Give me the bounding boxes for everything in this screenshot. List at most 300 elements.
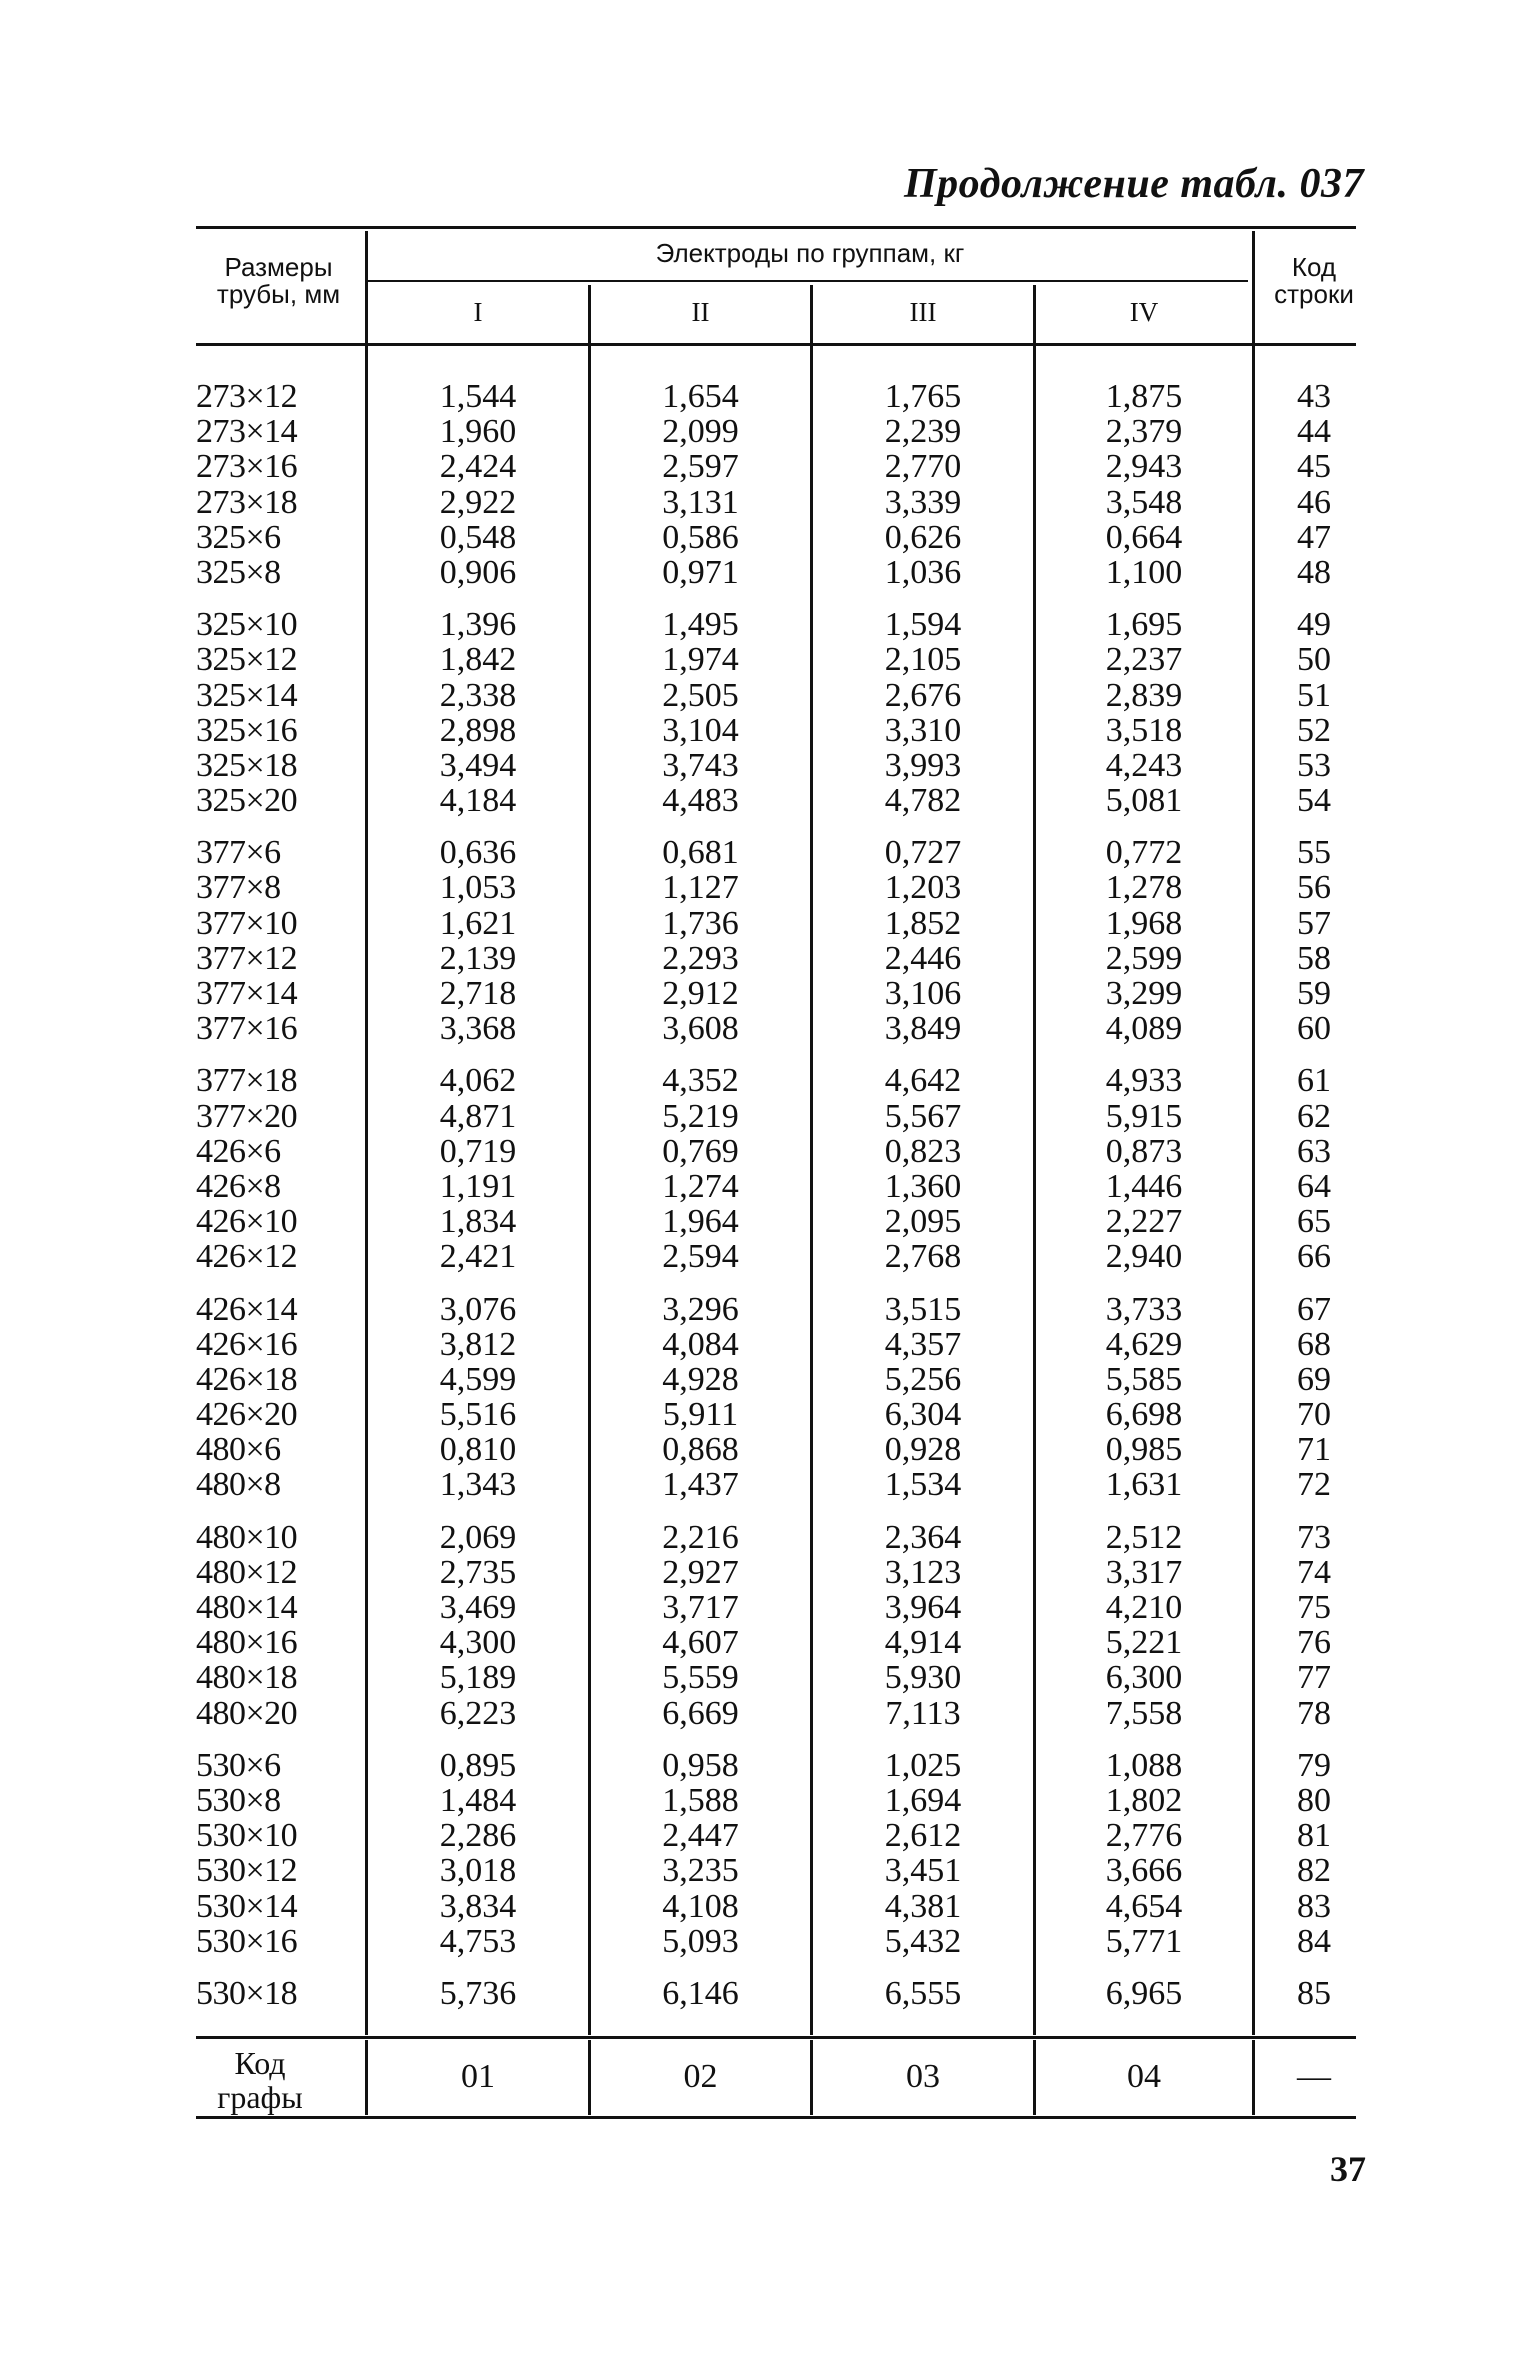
electrode-mass-cell: 3,733 — [1105, 1290, 1183, 1328]
electrode-mass-cell: 1,278 — [1105, 869, 1183, 907]
electrode-mass-cell: 2,912 — [662, 975, 739, 1012]
electrode-mass-cell: 3,296 — [662, 1290, 739, 1328]
electrode-mass-cell: 3,743 — [662, 746, 739, 784]
electrode-mass-cell: 3,515 — [884, 1290, 962, 1328]
table-top-rule — [196, 226, 1356, 229]
group-2-column — [591, 379, 810, 2028]
row-code-cell: 80 — [1297, 1781, 1331, 1819]
row-code-cell: 54 — [1297, 782, 1331, 820]
footer-top-rule — [196, 2036, 1356, 2039]
electrode-mass-cell: 4,914 — [884, 1624, 962, 1662]
sizes-column — [196, 379, 364, 2028]
electrode-mass-cell: 4,062 — [439, 1062, 517, 1100]
row-code-cell: 44 — [1297, 413, 1331, 451]
electrode-mass-cell: 5,256 — [884, 1360, 962, 1398]
electrode-mass-cell: 1,974 — [662, 641, 739, 679]
electrode-mass-cell: 5,771 — [1105, 1922, 1183, 1960]
pipe-size-cell: 273×16 — [196, 448, 298, 486]
electrode-mass-cell: 7,113 — [885, 1694, 961, 1732]
row-group — [196, 379, 364, 590]
electrode-mass-cell: 4,184 — [439, 782, 517, 820]
electrode-mass-cell: 2,943 — [1105, 448, 1183, 486]
electrode-mass-cell: 3,368 — [439, 1010, 517, 1048]
electrode-mass-cell: 3,106 — [884, 975, 962, 1012]
electrode-mass-cell: 0,548 — [439, 518, 517, 556]
electrode-mass-cell: 2,676 — [884, 676, 962, 714]
row-group — [591, 607, 810, 818]
electrode-mass-cell: 5,093 — [662, 1922, 739, 1960]
row-group — [368, 835, 588, 1046]
row-group — [1255, 835, 1373, 1046]
row-group — [368, 1063, 588, 1274]
row-group — [1255, 1063, 1373, 1274]
electrode-mass-cell: 0,985 — [1105, 1431, 1183, 1469]
row-code-cell: 75 — [1297, 1589, 1331, 1626]
pipe-size-cell: 325×12 — [196, 641, 298, 679]
row-group — [196, 1748, 364, 1959]
pipe-size-cell: 377×14 — [196, 975, 298, 1012]
row-code-cell: 47 — [1297, 518, 1331, 556]
electrode-mass-cell: 2,424 — [439, 448, 517, 486]
row-code-cell: 83 — [1297, 1887, 1331, 1925]
row-group — [368, 1292, 588, 1503]
electrode-mass-cell: 3,494 — [439, 746, 517, 784]
electrode-mass-cell: 2,338 — [439, 676, 517, 714]
electrode-mass-cell: 6,146 — [662, 1974, 739, 2012]
row-group — [368, 607, 588, 818]
electrode-mass-cell: 4,243 — [1105, 746, 1183, 784]
row-group — [813, 1748, 1033, 1959]
pipe-size-cell: 480×20 — [196, 1694, 298, 1732]
row-group — [1255, 1292, 1373, 1503]
pipe-size-cell: 325×8 — [196, 553, 281, 591]
pipe-size-cell: 426×6 — [196, 1132, 281, 1170]
footer-label: Код графы — [217, 2045, 303, 2115]
electrode-mass-cell: 4,483 — [662, 782, 739, 820]
pipe-size-cell: 426×8 — [196, 1167, 281, 1205]
row-code-cell: 53 — [1297, 746, 1331, 784]
group-1-column — [368, 379, 588, 2028]
electrode-mass-cell: 3,451 — [884, 1852, 962, 1890]
row-code-cell: 46 — [1297, 483, 1331, 521]
electrode-mass-cell: 3,235 — [662, 1852, 739, 1890]
electrode-mass-cell: 1,088 — [1105, 1746, 1183, 1784]
row-group — [813, 1520, 1033, 1731]
row-code-cell: 52 — [1297, 711, 1331, 749]
electrode-mass-cell: 1,437 — [662, 1466, 739, 1504]
row-code-cell: 61 — [1297, 1062, 1331, 1100]
electrode-mass-cell: 3,812 — [439, 1325, 517, 1363]
footer-code-1: 01 — [461, 2058, 495, 2095]
row-code-cell: 64 — [1297, 1167, 1331, 1205]
electrode-mass-cell: 2,770 — [884, 448, 962, 486]
pipe-size-cell: 426×12 — [196, 1238, 298, 1276]
electrode-mass-cell: 1,274 — [662, 1167, 739, 1205]
pipe-size-cell: 325×10 — [196, 606, 298, 644]
electrode-mass-cell: 3,299 — [1105, 975, 1183, 1012]
pipe-size-cell: 480×6 — [196, 1431, 281, 1469]
electrode-mass-cell: 5,189 — [439, 1659, 517, 1697]
pipe-size-cell: 377×12 — [196, 939, 298, 977]
row-code-cell: 55 — [1297, 834, 1331, 872]
electrode-mass-cell: 4,599 — [439, 1360, 517, 1398]
row-group — [196, 835, 364, 1046]
row-code-cell: 62 — [1297, 1097, 1331, 1135]
electrode-mass-cell: 6,223 — [439, 1694, 517, 1732]
header-code: Код строки — [1274, 252, 1354, 310]
row-group — [813, 379, 1033, 590]
electrode-mass-cell: 1,695 — [1105, 606, 1183, 644]
electrode-mass-cell: 6,965 — [1105, 1974, 1183, 2012]
header-sizes: Размеры трубы, мм — [216, 252, 341, 310]
electrode-mass-cell: 2,505 — [662, 676, 739, 714]
pipe-size-cell: 480×10 — [196, 1518, 298, 1556]
electrode-mass-cell: 6,669 — [662, 1694, 739, 1732]
electrode-mass-cell: 4,753 — [439, 1922, 517, 1960]
row-group — [1036, 835, 1252, 1046]
row-code-cell: 49 — [1297, 606, 1331, 644]
electrode-mass-cell: 2,105 — [884, 641, 962, 679]
row-code-cell: 67 — [1297, 1290, 1331, 1328]
row-code-cell: 63 — [1297, 1132, 1331, 1170]
electrode-mass-cell: 0,971 — [662, 553, 739, 591]
pipe-size-cell: 480×8 — [196, 1466, 281, 1504]
header-bottom-rule — [196, 343, 1356, 346]
electrode-mass-cell: 4,642 — [884, 1062, 962, 1100]
pipe-size-cell: 325×20 — [196, 782, 298, 820]
row-code-cell: 79 — [1297, 1746, 1331, 1784]
row-group — [1036, 1292, 1252, 1503]
pipe-size-cell: 480×12 — [196, 1553, 298, 1591]
electrode-mass-cell: 0,895 — [439, 1746, 517, 1784]
electrode-mass-cell: 1,343 — [439, 1466, 517, 1504]
electrode-mass-cell: 2,364 — [884, 1518, 962, 1556]
header-group-4: IV — [1129, 297, 1159, 327]
row-code-cell: 73 — [1297, 1518, 1331, 1556]
electrode-mass-cell: 2,839 — [1105, 676, 1183, 714]
electrode-mass-cell: 5,081 — [1105, 782, 1183, 820]
row-code-cell: 72 — [1297, 1466, 1331, 1504]
table-caption: Продолжение табл. 037 — [904, 161, 1364, 207]
electrode-mass-cell: 5,736 — [439, 1974, 517, 2012]
row-code-cell: 85 — [1297, 1974, 1331, 2012]
pipe-size-cell: 530×10 — [196, 1817, 298, 1855]
row-group — [813, 1292, 1033, 1503]
row-code-cell: 66 — [1297, 1238, 1331, 1276]
electrode-mass-cell: 0,928 — [884, 1431, 962, 1469]
row-group — [368, 1976, 588, 2011]
row-group — [1036, 607, 1252, 818]
electrode-mass-cell: 2,898 — [439, 711, 517, 749]
pipe-size-cell: 530×6 — [196, 1746, 281, 1784]
electrode-mass-cell: 2,927 — [662, 1553, 739, 1591]
electrode-mass-cell: 3,834 — [439, 1887, 517, 1925]
pipe-size-cell: 325×18 — [196, 746, 298, 784]
electrode-mass-cell: 2,069 — [439, 1518, 517, 1556]
electrode-mass-cell: 2,139 — [439, 939, 517, 977]
pipe-size-cell: 530×8 — [196, 1781, 281, 1819]
electrode-mass-cell: 3,964 — [884, 1589, 962, 1626]
pipe-size-cell: 426×10 — [196, 1203, 298, 1241]
electrode-mass-cell: 0,681 — [662, 834, 739, 872]
row-code-cell: 77 — [1297, 1659, 1331, 1697]
row-group — [1255, 607, 1373, 818]
pipe-size-cell: 273×18 — [196, 483, 298, 521]
row-code-cell: 70 — [1297, 1396, 1331, 1434]
electrode-mass-cell: 3,717 — [662, 1589, 739, 1626]
electrode-mass-cell: 5,219 — [662, 1097, 739, 1135]
row-code-cell: 58 — [1297, 939, 1331, 977]
electrode-mass-cell: 2,099 — [662, 413, 739, 451]
row-code-cell: 56 — [1297, 869, 1331, 907]
electrode-mass-cell: 1,964 — [662, 1203, 739, 1241]
row-group — [1255, 1748, 1373, 1959]
electrode-mass-cell: 6,300 — [1105, 1659, 1183, 1697]
electrode-mass-cell: 2,379 — [1105, 413, 1183, 451]
electrode-mass-cell: 3,666 — [1105, 1852, 1183, 1890]
row-code-cell: 76 — [1297, 1624, 1331, 1662]
pipe-size-cell: 426×14 — [196, 1290, 298, 1328]
electrode-mass-cell: 5,432 — [884, 1922, 962, 1960]
row-code-cell: 84 — [1297, 1922, 1331, 1960]
row-code-cell: 43 — [1297, 378, 1331, 415]
electrode-mass-cell: 1,968 — [1105, 904, 1183, 942]
row-group — [368, 1520, 588, 1731]
pipe-size-cell: 377×18 — [196, 1062, 298, 1100]
row-group — [591, 1292, 810, 1503]
pipe-size-cell: 480×14 — [196, 1589, 298, 1626]
electrode-mass-cell: 2,599 — [1105, 939, 1183, 977]
pipe-size-cell: 426×20 — [196, 1396, 298, 1434]
row-group — [1036, 379, 1252, 590]
electrode-mass-cell: 4,300 — [439, 1624, 517, 1662]
table-bottom-rule — [196, 2116, 1356, 2119]
pipe-size-cell: 325×6 — [196, 518, 281, 556]
electrode-mass-cell: 4,381 — [884, 1887, 962, 1925]
row-group — [196, 1063, 364, 1274]
row-code-cell: 57 — [1297, 904, 1331, 942]
footer-code-4: 04 — [1127, 2058, 1161, 2095]
code-column — [1255, 379, 1373, 2028]
electrode-mass-cell: 6,698 — [1105, 1396, 1183, 1434]
electrode-mass-cell: 1,127 — [662, 869, 739, 907]
electrode-mass-cell: 3,076 — [439, 1290, 517, 1328]
electrode-mass-cell: 1,960 — [439, 413, 517, 451]
electrode-mass-cell: 4,210 — [1105, 1589, 1183, 1626]
electrode-mass-cell: 1,446 — [1105, 1167, 1183, 1205]
electrode-mass-cell: 5,516 — [439, 1396, 517, 1434]
row-code-cell: 50 — [1297, 641, 1331, 679]
electrode-mass-cell: 0,626 — [884, 518, 962, 556]
electrode-mass-cell: 4,629 — [1105, 1325, 1183, 1363]
electrode-mass-cell: 4,108 — [662, 1887, 739, 1925]
row-group — [1255, 1520, 1373, 1731]
electrode-mass-cell: 1,594 — [884, 606, 962, 644]
row-code-cell: 74 — [1297, 1553, 1331, 1591]
electrode-mass-cell: 1,036 — [884, 553, 962, 591]
electrode-mass-cell: 1,834 — [439, 1203, 517, 1241]
electrode-mass-cell: 4,933 — [1105, 1062, 1183, 1100]
electrode-mass-cell: 5,567 — [884, 1097, 962, 1135]
electrode-mass-cell: 2,446 — [884, 939, 962, 977]
electrode-mass-cell: 1,765 — [884, 378, 962, 415]
row-group — [1036, 1520, 1252, 1731]
electrode-mass-cell: 1,736 — [662, 904, 739, 942]
electrode-mass-cell: 2,239 — [884, 413, 962, 451]
electrode-mass-cell: 1,203 — [884, 869, 962, 907]
row-group — [1036, 1063, 1252, 1274]
electrode-mass-cell: 3,608 — [662, 1010, 739, 1048]
electrode-mass-cell: 3,317 — [1105, 1553, 1183, 1591]
electrode-mass-cell: 1,191 — [439, 1167, 517, 1205]
pipe-size-cell: 377×10 — [196, 904, 298, 942]
electrode-mass-cell: 2,237 — [1105, 641, 1183, 679]
row-group — [591, 379, 810, 590]
electrode-mass-cell: 5,221 — [1105, 1624, 1183, 1662]
electrode-mass-cell: 3,339 — [884, 483, 962, 521]
electrode-mass-cell: 2,718 — [439, 975, 517, 1012]
electrode-mass-cell: 1,631 — [1105, 1466, 1183, 1504]
electrode-mass-cell: 2,612 — [884, 1817, 962, 1855]
row-group — [1255, 1976, 1373, 2011]
pipe-size-cell: 530×14 — [196, 1887, 298, 1925]
pipe-size-cell: 480×16 — [196, 1624, 298, 1662]
electrode-mass-cell: 1,053 — [439, 869, 517, 907]
row-group — [196, 1520, 364, 1731]
row-group — [368, 379, 588, 590]
electrode-mass-cell: 0,727 — [884, 834, 962, 872]
group-4-column — [1036, 379, 1252, 2028]
electrode-mass-cell: 3,104 — [662, 711, 739, 749]
row-code-cell: 71 — [1297, 1431, 1331, 1469]
electrode-mass-cell: 0,906 — [439, 553, 517, 591]
electrode-mass-cell: 2,768 — [884, 1238, 962, 1276]
electrode-mass-cell: 3,469 — [439, 1589, 517, 1626]
electrode-mass-cell: 0,719 — [439, 1132, 517, 1170]
row-code-cell: 82 — [1297, 1852, 1331, 1890]
electrode-mass-cell: 4,654 — [1105, 1887, 1183, 1925]
pipe-size-cell: 530×16 — [196, 1922, 298, 1960]
row-code-cell: 78 — [1297, 1694, 1331, 1732]
row-group — [591, 835, 810, 1046]
header-group-3: III — [909, 297, 937, 327]
electrode-mass-cell: 1,534 — [884, 1466, 962, 1504]
electrode-mass-cell: 1,544 — [439, 378, 517, 415]
electrode-mass-cell: 3,518 — [1105, 711, 1183, 749]
electrode-mass-cell: 1,875 — [1105, 378, 1183, 415]
electrode-mass-cell: 1,852 — [884, 904, 962, 942]
electrode-mass-cell: 1,396 — [439, 606, 517, 644]
row-group — [368, 1748, 588, 1959]
row-code-cell: 65 — [1297, 1203, 1331, 1241]
electrode-mass-cell: 4,357 — [884, 1325, 962, 1363]
row-group — [1036, 1976, 1252, 2011]
row-code-cell: 45 — [1297, 448, 1331, 486]
electrode-mass-cell: 3,993 — [884, 746, 962, 784]
electrode-mass-cell: 7,558 — [1105, 1694, 1183, 1732]
electrode-mass-cell: 0,958 — [662, 1746, 739, 1784]
electrode-mass-cell: 2,447 — [662, 1817, 739, 1855]
electrode-mass-cell: 0,810 — [439, 1431, 517, 1469]
row-group — [591, 1520, 810, 1731]
row-code-cell: 68 — [1297, 1325, 1331, 1363]
row-group — [196, 1292, 364, 1503]
electrode-mass-cell: 5,915 — [1105, 1097, 1183, 1135]
pipe-size-cell: 426×16 — [196, 1325, 298, 1363]
footer-code-2: 02 — [683, 2058, 718, 2095]
electrode-mass-cell: 6,304 — [884, 1396, 962, 1434]
electrode-mass-cell: 3,849 — [884, 1010, 962, 1048]
electrode-mass-cell: 1,802 — [1105, 1781, 1183, 1819]
row-group — [1255, 379, 1373, 590]
pipe-size-cell: 530×18 — [196, 1974, 298, 2012]
row-group — [591, 1748, 810, 1959]
electrode-mass-cell: 2,216 — [662, 1518, 739, 1556]
footer-code-3: 03 — [906, 2058, 940, 2095]
footer-code-dash: — — [1297, 2058, 1331, 2095]
row-code-cell: 60 — [1297, 1010, 1331, 1048]
electrode-mass-cell: 6,555 — [884, 1974, 962, 2012]
header-group-2: II — [691, 297, 710, 327]
electrode-mass-cell: 1,621 — [439, 904, 517, 942]
electrode-mass-cell: 1,694 — [884, 1781, 962, 1819]
electrode-mass-cell: 1,025 — [884, 1746, 962, 1784]
electrode-mass-cell: 4,871 — [439, 1097, 517, 1135]
pipe-size-cell: 426×18 — [196, 1360, 298, 1398]
electrode-mass-cell: 3,018 — [439, 1852, 517, 1890]
row-group — [196, 1976, 364, 2011]
electrode-mass-cell: 2,594 — [662, 1238, 739, 1276]
electrode-mass-cell: 1,654 — [662, 378, 739, 415]
row-code-cell: 48 — [1297, 553, 1331, 591]
electrode-mass-cell: 2,293 — [662, 939, 739, 977]
electrode-mass-cell: 4,607 — [662, 1624, 739, 1662]
header-electrodes: Электроды по группам, кг — [655, 238, 965, 268]
electrode-mass-cell: 2,597 — [662, 448, 739, 486]
electrode-mass-cell: 4,352 — [662, 1062, 739, 1100]
electrode-mass-cell: 3,131 — [662, 483, 739, 521]
electrode-mass-cell: 1,588 — [662, 1781, 739, 1819]
page-number: 37 — [1330, 2149, 1366, 2189]
pipe-size-cell: 530×12 — [196, 1852, 298, 1890]
pipe-size-cell: 325×14 — [196, 676, 298, 714]
electrode-mass-cell: 2,227 — [1105, 1203, 1183, 1241]
electrode-mass-cell: 5,559 — [662, 1659, 739, 1697]
electrode-mass-cell: 3,548 — [1105, 483, 1183, 521]
row-code-cell: 69 — [1297, 1360, 1331, 1398]
row-code-cell: 59 — [1297, 975, 1331, 1012]
electrode-mass-cell: 4,089 — [1105, 1010, 1183, 1048]
electrode-mass-cell: 1,842 — [439, 641, 517, 679]
electrode-mass-cell: 0,636 — [439, 834, 517, 872]
electrode-mass-cell: 2,095 — [884, 1203, 962, 1241]
pipe-size-cell: 325×16 — [196, 711, 298, 749]
header-group-rule — [368, 280, 1248, 282]
row-group — [591, 1976, 810, 2011]
electrode-mass-cell: 0,769 — [662, 1132, 739, 1170]
electrode-mass-cell: 1,360 — [884, 1167, 962, 1205]
row-group — [591, 1063, 810, 1274]
electrode-mass-cell: 1,484 — [439, 1781, 517, 1819]
electrode-mass-cell: 4,084 — [662, 1325, 739, 1363]
electrode-mass-cell: 0,586 — [662, 518, 739, 556]
row-group — [813, 835, 1033, 1046]
electrode-mass-cell: 2,922 — [439, 483, 517, 521]
electrode-mass-cell: 0,772 — [1105, 834, 1183, 872]
electrode-mass-cell: 0,868 — [662, 1431, 739, 1469]
pipe-size-cell: 377×8 — [196, 869, 281, 907]
electrode-mass-cell: 2,735 — [439, 1553, 517, 1591]
